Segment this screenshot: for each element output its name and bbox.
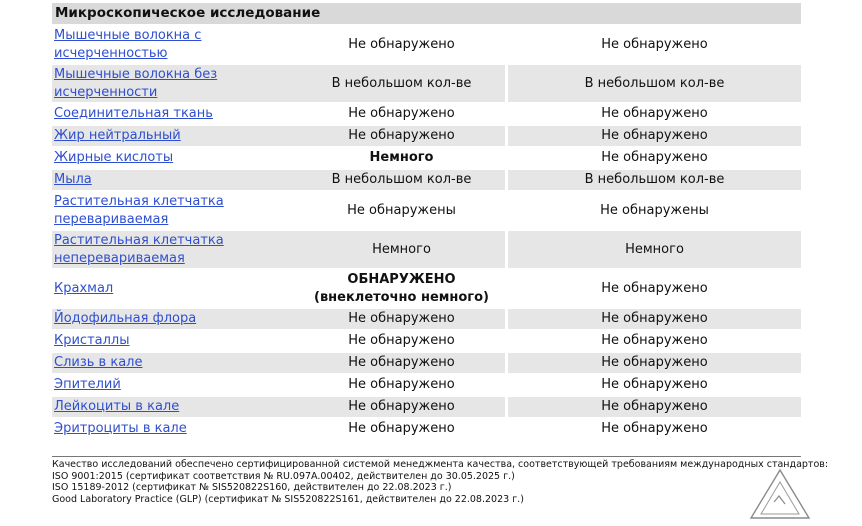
- result-current-cell: [298, 270, 508, 307]
- result-current-value: Не обнаружено: [348, 311, 455, 326]
- quality-footer: [52, 459, 829, 505]
- result-current-cell: [298, 126, 508, 146]
- result-current-cell: [298, 331, 508, 351]
- result-previous-value: Не обнаружено: [601, 421, 708, 436]
- parameter-link[interactable]: Лейкоциты в кале: [54, 399, 180, 414]
- parameter-link[interactable]: Мышечные волокна с исчерченностью: [54, 27, 202, 61]
- table-row: [52, 331, 801, 351]
- result-previous-cell: [508, 170, 801, 190]
- section-title: Микроскопическое исследование: [52, 3, 801, 24]
- parameter-cell: [52, 26, 298, 63]
- table-row: [52, 26, 801, 63]
- footer-divider: [52, 456, 801, 457]
- parameter-cell: [52, 231, 298, 268]
- result-current-value: Немного: [372, 241, 431, 257]
- result-current-value: Не обнаружено: [348, 333, 455, 348]
- parameter-link[interactable]: Мышечные волокна без исчерченности: [54, 66, 218, 100]
- result-previous-cell: [508, 419, 801, 439]
- parameter-cell: [52, 65, 298, 102]
- result-previous-cell: [508, 65, 801, 102]
- parameter-link[interactable]: Жир нейтральный: [54, 128, 181, 143]
- result-previous-value: Не обнаружено: [601, 106, 708, 121]
- parameter-link[interactable]: Эпителий: [54, 377, 121, 392]
- result-current-value: ОБНАРУЖЕНО (внеклеточно немного): [314, 271, 489, 305]
- result-current-cell: [298, 148, 508, 168]
- parameter-link[interactable]: Кристаллы: [54, 333, 130, 348]
- result-current-value: Не обнаружено: [348, 128, 455, 143]
- footer-line: Good Laboratory Practice (GLP) (сертификат № SIS520822S161, действителен до 22.08.2023 г.): [52, 493, 524, 505]
- table-row: [52, 353, 801, 373]
- result-previous-value: Не обнаружены: [600, 202, 709, 218]
- result-previous-cell: [508, 148, 801, 168]
- result-current-cell: [298, 419, 508, 439]
- result-previous-cell: [508, 309, 801, 329]
- certification-stamp-icon: [745, 466, 815, 526]
- result-current-cell: [298, 375, 508, 395]
- parameter-cell: [52, 104, 298, 124]
- result-current-value: Не обнаружено: [348, 36, 455, 52]
- result-previous-value: Не обнаружено: [601, 36, 708, 52]
- result-current-cell: [298, 104, 508, 124]
- parameter-cell: [52, 419, 298, 439]
- parameter-link[interactable]: Растительная клетчатка перевариваемая: [54, 193, 224, 227]
- table-row: [52, 397, 801, 417]
- table-row: [52, 104, 801, 124]
- result-current-cell: [298, 397, 508, 417]
- table-row: [52, 170, 801, 190]
- result-previous-cell: [508, 270, 801, 307]
- result-current-cell: [298, 170, 508, 190]
- result-current-cell: [298, 65, 508, 102]
- parameter-link[interactable]: Соединительная ткань: [54, 106, 213, 121]
- parameter-cell: [52, 397, 298, 417]
- result-previous-value: Не обнаружено: [601, 333, 708, 348]
- parameter-link[interactable]: Жирные кислоты: [54, 150, 174, 165]
- result-current-cell: [298, 26, 508, 63]
- result-current-value: Не обнаружено: [348, 421, 455, 436]
- table-row: [52, 148, 801, 168]
- parameter-link[interactable]: Мыла: [54, 172, 92, 187]
- result-previous-cell: [508, 231, 801, 268]
- result-current-cell: [298, 309, 508, 329]
- result-current-cell: [298, 231, 508, 268]
- result-previous-cell: [508, 192, 801, 229]
- result-previous-value: В небольшом кол-ве: [584, 172, 725, 187]
- table-row: [52, 309, 801, 329]
- footer-line: ISO 9001:2015 (сертификат соответствия № RU.097A.00402, действителен до 30.05.2025 г.): [52, 470, 515, 482]
- result-current-value: Не обнаружено: [348, 106, 455, 121]
- results-table: [52, 24, 801, 441]
- result-current-value: Немного: [369, 150, 434, 165]
- table-row: [52, 65, 801, 102]
- parameter-cell: [52, 309, 298, 329]
- result-previous-value: Не обнаружено: [601, 355, 708, 370]
- parameter-link[interactable]: Растительная клетчатка неперевариваемая: [54, 232, 224, 266]
- result-current-cell: [298, 192, 508, 229]
- result-previous-value: Не обнаружено: [601, 399, 708, 414]
- result-previous-cell: [508, 397, 801, 417]
- parameter-link[interactable]: Крахмал: [54, 280, 114, 296]
- table-row: [52, 375, 801, 395]
- parameter-cell: [52, 126, 298, 146]
- result-previous-cell: [508, 26, 801, 63]
- result-current-value: Не обнаружены: [347, 202, 456, 218]
- table-row: [52, 126, 801, 146]
- footer-line: Качество исследований обеспечено сертифицированной системой менеджмента качества, соответствующей требованиям международных стандартов:: [52, 459, 829, 470]
- result-current-value: Не обнаружено: [348, 355, 455, 370]
- table-row: [52, 192, 801, 229]
- result-previous-value: Не обнаружено: [601, 280, 708, 296]
- table-row: [52, 270, 801, 307]
- result-current-cell: [298, 353, 508, 373]
- parameter-cell: [52, 192, 298, 229]
- result-previous-value: Не обнаружено: [601, 311, 708, 326]
- result-previous-cell: [508, 331, 801, 351]
- footer-line: ISO 15189-2012 (сертификат № SIS520822S160, действителен до 22.08.2023 г.): [52, 482, 452, 494]
- result-previous-value: В небольшом кол-ве: [584, 75, 725, 91]
- table-row: [52, 419, 801, 439]
- result-previous-cell: [508, 375, 801, 395]
- result-previous-cell: [508, 353, 801, 373]
- parameter-cell: [52, 170, 298, 190]
- parameter-cell: [52, 353, 298, 373]
- parameter-cell: [52, 270, 298, 307]
- parameter-cell: [52, 148, 298, 168]
- parameter-link[interactable]: Слизь в кале: [54, 355, 143, 370]
- parameter-cell: [52, 375, 298, 395]
- result-previous-value: Немного: [625, 241, 684, 257]
- result-previous-cell: [508, 104, 801, 124]
- result-current-value: В небольшом кол-ве: [331, 75, 472, 91]
- result-current-value: Не обнаружено: [348, 377, 455, 392]
- result-previous-value: Не обнаружено: [601, 377, 708, 392]
- results-table-body: [52, 26, 801, 439]
- parameter-cell: [52, 331, 298, 351]
- parameter-link[interactable]: Эритроциты в кале: [54, 421, 187, 436]
- table-row: [52, 231, 801, 268]
- result-previous-value: Не обнаружено: [601, 128, 708, 143]
- result-current-value: В небольшом кол-ве: [331, 172, 472, 187]
- parameter-link[interactable]: Йодофильная флора: [54, 311, 197, 326]
- result-current-value: Не обнаружено: [348, 399, 455, 414]
- result-previous-cell: [508, 126, 801, 146]
- result-previous-value: Не обнаружено: [601, 150, 708, 165]
